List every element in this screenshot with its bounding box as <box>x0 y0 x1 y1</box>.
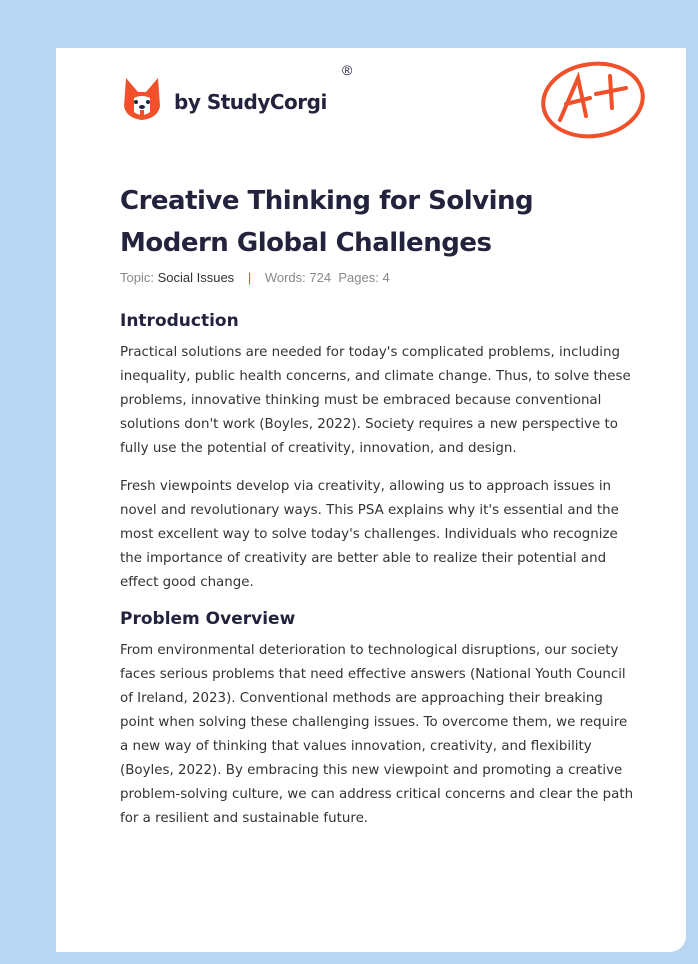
paragraph: From environmental deterioration to technological disruptions, our society faces serious problems that need effective answers (National Youth Council of Ireland, 2023). Conventional methods are approaching their breaking point when solving these challenging issues. To overcome them, we require a new way of thinking that values innovation, creativity, and flexibility (Boyles, 2022). By embracing this new viewpoint and promoting a creative problem-solving culture, we can address critical concerns and clear the path for a resilient and sustainable future. <box>120 643 634 826</box>
a-plus-stamp-icon <box>538 58 648 142</box>
paragraph: Practical solutions are needed for today's complicated problems, including inequality, public health concerns, and climate change. Thus, to solve these problems, innovative thinking must be embraced because conventional solutions don't work (Boyles, 2022). Society requires a new perspective to fully use the potential of creativity, innovation, and design. <box>120 345 631 456</box>
corgi-icon <box>122 76 162 122</box>
page-title: Creative Thinking for Solving Modern Global Challenges <box>120 186 534 258</box>
topic-label: Topic: <box>120 270 154 285</box>
studycorgi-logo[interactable] <box>122 76 327 122</box>
document-card <box>56 48 686 952</box>
topic-link[interactable]: Social Issues <box>157 270 235 285</box>
section-heading: Problem Overview <box>120 609 296 629</box>
document-meta <box>120 270 635 285</box>
section-heading: Introduction <box>120 311 239 331</box>
meta-separator: | <box>247 270 252 285</box>
words-label: Words: <box>264 270 306 285</box>
registered-mark: ® <box>342 62 353 78</box>
words-count: 724 <box>309 270 332 285</box>
brand-name: by StudyCorgi <box>174 90 327 114</box>
paragraph: Fresh viewpoints develop via creativity, allowing us to approach issues in novel and revolutionary ways. This PSA explains why it's essential and the most excellent way to solve today's challenges. Individuals who recognize the importance of creativity are better able to realize their potential and effect good change. <box>120 479 619 590</box>
pages-count: 4 <box>382 270 390 285</box>
pages-label: Pages: <box>338 270 379 285</box>
